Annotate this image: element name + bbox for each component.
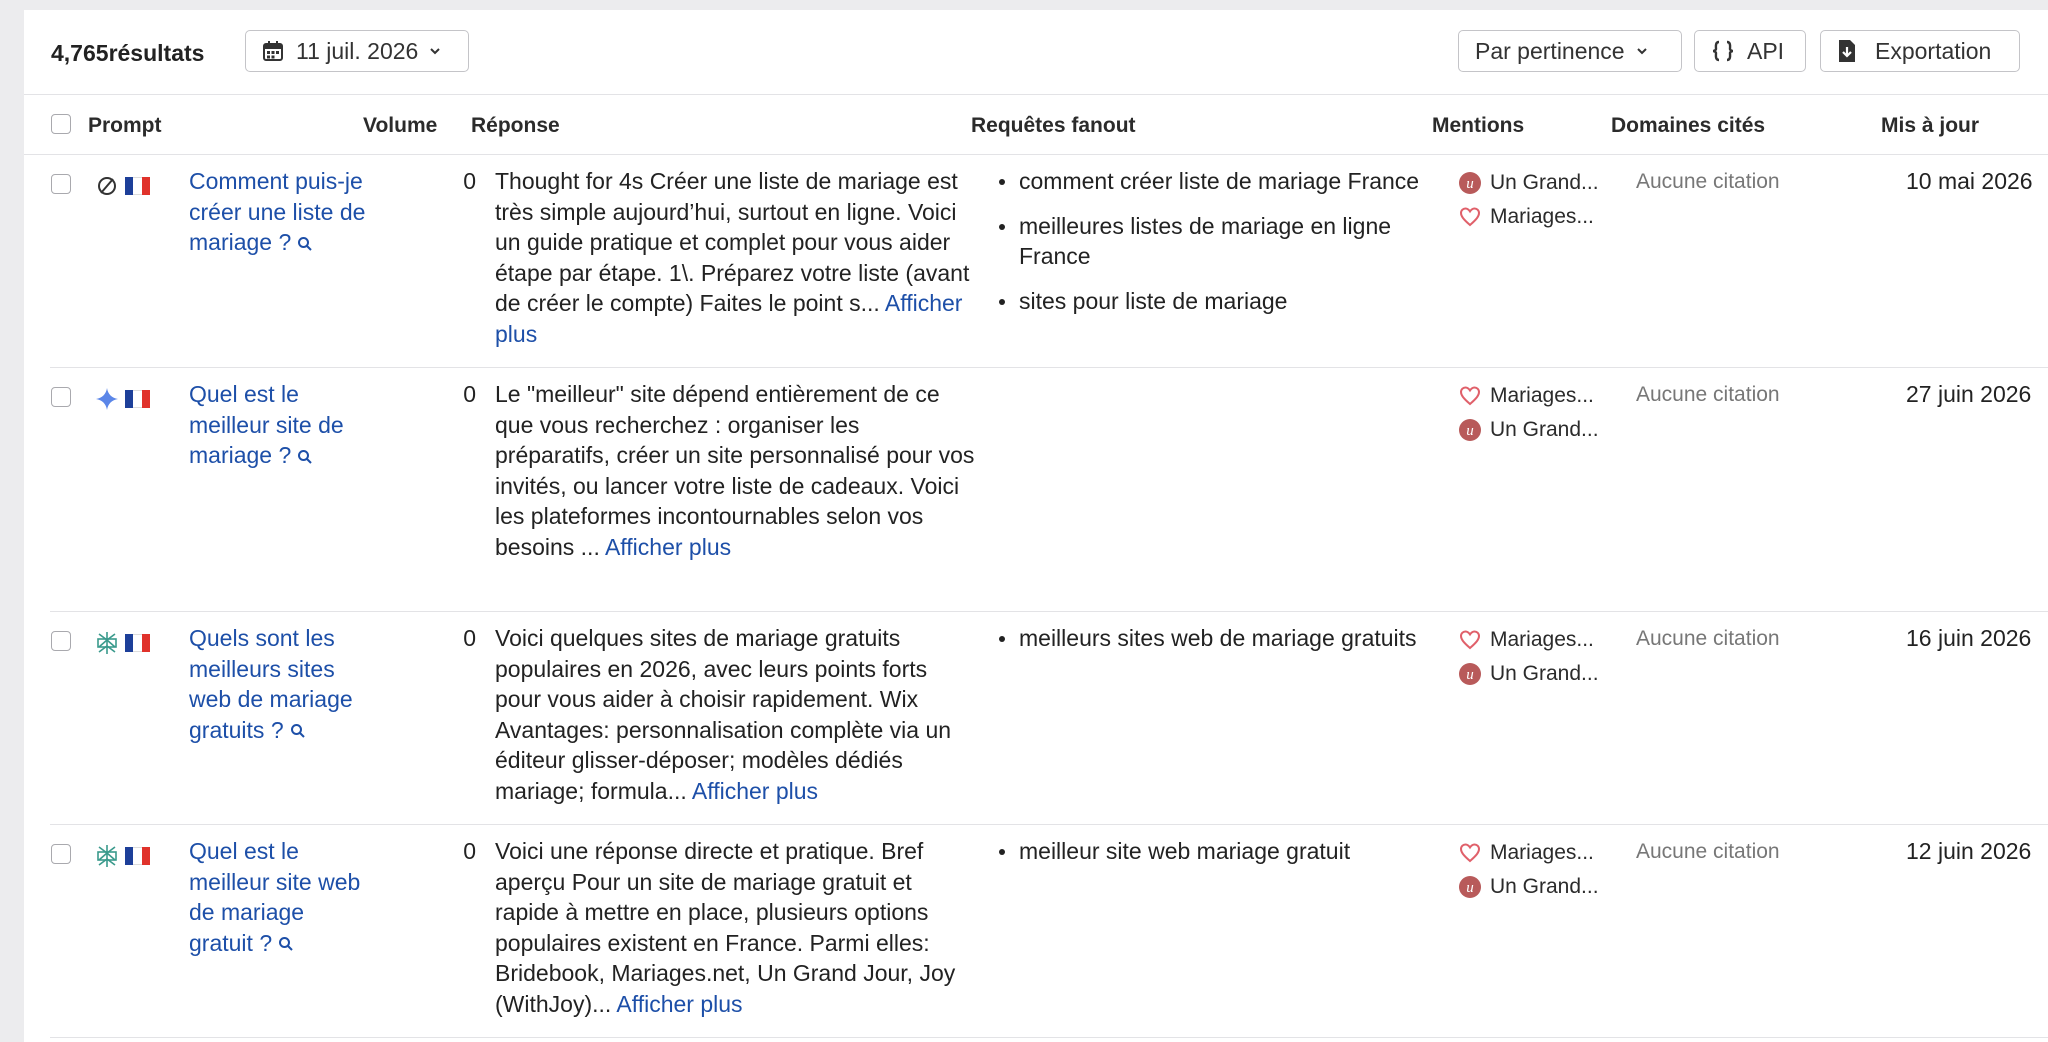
results-toolbar: [24, 10, 2048, 95]
mention-item[interactable]: Mariages...: [1458, 379, 1618, 413]
france-flag: [125, 847, 150, 865]
sort-label: Par pertinence: [1475, 37, 1625, 64]
mention-item[interactable]: u Un Grand...: [1458, 657, 1618, 691]
un-grand-jour-icon: [1458, 171, 1482, 195]
svg-text:u: u: [1466, 880, 1474, 896]
svg-text:u: u: [1466, 176, 1474, 192]
select-all-checkbox[interactable]: [51, 114, 71, 134]
france-flag: [125, 390, 150, 408]
response-text: Le "meilleur" site dépend entièrement de ce que vous recherchez : organiser les préparatifs, créer un site personnalisé pour vos invités, ou lancer votre liste de cadeaux. Voici les plateformes incontournables selon vos besoins ... Afficher plus: [495, 381, 975, 560]
fanout-list: [995, 623, 1425, 668]
table-row: [50, 154, 2048, 368]
france-flag: [125, 177, 150, 195]
fanout-item: meilleures listes de mariage en ligne France: [995, 211, 1425, 272]
date-label: 11 juil. 2026: [296, 37, 419, 64]
col-header-reponse[interactable]: Réponse: [471, 114, 560, 137]
prompt-link[interactable]: Quels sont les meilleurs sites web de mariage gratuits ?: [189, 625, 353, 743]
braces-icon: [1711, 40, 1735, 62]
show-more-link[interactable]: Afficher plus: [604, 533, 732, 560]
chevron-down-icon: [428, 44, 442, 58]
api-button[interactable]: [1694, 30, 1806, 72]
mention-item[interactable]: Mariages...: [1458, 836, 1618, 870]
chevron-down-icon: [1635, 44, 1649, 58]
api-label: API: [1747, 37, 1785, 64]
col-header-domaines[interactable]: Domaines cités: [1611, 114, 1766, 137]
svg-text:u: u: [1466, 423, 1474, 439]
response-text: Voici quelques sites de mariage gratuits populaires en 2026, avec leurs points forts pour vous aider à choisir rapidement. Wix Avantages: personnalisation complète via un éditeur glisser-déposer; modèles dédiés mariage; formula... Afficher plus: [495, 625, 952, 804]
row-checkbox[interactable]: [51, 631, 71, 651]
volume-value: 0: [463, 168, 476, 194]
chatgpt-icon: [95, 174, 119, 198]
volume-value: 0: [463, 625, 476, 651]
export-label: Exportation: [1875, 37, 1992, 64]
prompt-link[interactable]: Quel est le meilleur site web de mariage gratuit ?: [189, 838, 361, 956]
results-panel: [24, 10, 2048, 1042]
perplexity-icon: [95, 844, 119, 868]
fanout-item: meilleur site web mariage gratuit: [995, 836, 1425, 867]
table-row: [50, 611, 2048, 825]
response-text: Thought for 4s Créer une liste de mariage est très simple aujourd’hui, surtout en ligne. Voici un guide pratique et complet pour vous aider étape par étape. 1\. Préparez votre liste (avant de créer le compte) Faites le point s... Afficher plus: [495, 168, 970, 347]
updated-date: 27 juin 2026: [1906, 381, 2032, 407]
date-picker-button[interactable]: [245, 30, 469, 72]
search-icon: [297, 236, 313, 252]
france-flag: [125, 634, 150, 652]
heart-icon: [1458, 384, 1482, 408]
show-more-link[interactable]: Afficher plus: [616, 990, 743, 1017]
col-header-fanout[interactable]: Requêtes fanout: [971, 114, 1136, 137]
table-header: [24, 94, 2048, 155]
fanout-item: sites pour liste de mariage: [995, 286, 1425, 317]
show-more-link[interactable]: Afficher plus: [691, 777, 819, 804]
table-row: [50, 824, 2048, 1038]
prompt-link[interactable]: Quel est le meilleur site de mariage ?: [189, 381, 344, 468]
perplexity-icon: [95, 631, 119, 655]
calendar-icon: [262, 40, 284, 62]
svg-text:u: u: [1466, 667, 1474, 683]
mentions-list: [1458, 379, 1618, 447]
cited-domains: Aucune citation: [1636, 170, 1780, 193]
gemini-icon: [95, 387, 119, 411]
mention-item[interactable]: u Un Grand...: [1458, 166, 1618, 200]
export-button[interactable]: [1820, 30, 2020, 72]
download-file-icon: [1837, 39, 1857, 63]
show-more-link[interactable]: Afficher plus: [495, 290, 963, 347]
fanout-list: [995, 166, 1425, 330]
updated-date: 10 mai 2026: [1906, 168, 2033, 194]
mention-item[interactable]: Mariages...: [1458, 200, 1618, 234]
col-header-maj[interactable]: Mis à jour: [1881, 114, 1980, 137]
cited-domains: Aucune citation: [1636, 627, 1780, 650]
fanout-item: comment créer liste de mariage France: [995, 166, 1425, 197]
mentions-list: [1458, 623, 1618, 691]
mention-item[interactable]: u Un Grand...: [1458, 870, 1618, 904]
updated-date: 16 juin 2026: [1906, 625, 2032, 651]
volume-value: 0: [463, 838, 476, 864]
cited-domains: Aucune citation: [1636, 840, 1780, 863]
row-checkbox[interactable]: [51, 387, 71, 407]
sort-dropdown[interactable]: [1458, 30, 1682, 72]
fanout-list: [995, 836, 1425, 881]
un-grand-jour-icon: [1458, 875, 1482, 899]
results-count: 4,765résultats: [51, 40, 205, 66]
mentions-list: [1458, 836, 1618, 904]
col-header-prompt[interactable]: Prompt: [88, 114, 162, 137]
un-grand-jour-icon: [1458, 662, 1482, 686]
volume-value: 0: [463, 381, 476, 407]
heart-icon: [1458, 841, 1482, 865]
search-icon: [297, 449, 313, 465]
table-row: [50, 367, 2048, 612]
heart-icon: [1458, 205, 1482, 229]
heart-icon: [1458, 628, 1482, 652]
cited-domains: Aucune citation: [1636, 383, 1780, 406]
response-text: Voici une réponse directe et pratique. Bref aperçu Pour un site de mariage gratuit et rapide à mettre en place, plusieurs options populaires existent en France. Parmi elles: Bridebook, Mariages.net, Un Grand Jour, Joy (WithJoy)... Afficher plus: [495, 838, 956, 1017]
prompt-link[interactable]: Comment puis-je créer une liste de mariage ?: [189, 168, 366, 255]
search-icon: [290, 723, 306, 739]
mention-item[interactable]: Mariages...: [1458, 623, 1618, 657]
updated-date: 12 juin 2026: [1906, 838, 2032, 864]
row-checkbox[interactable]: [51, 844, 71, 864]
row-checkbox[interactable]: [51, 174, 71, 194]
col-header-volume[interactable]: Volume: [363, 114, 438, 137]
un-grand-jour-icon: [1458, 418, 1482, 442]
mention-item[interactable]: u Un Grand...: [1458, 413, 1618, 447]
fanout-item: meilleurs sites web de mariage gratuits: [995, 623, 1425, 654]
col-header-mentions[interactable]: Mentions: [1432, 114, 1525, 137]
search-icon: [278, 936, 294, 952]
mentions-list: [1458, 166, 1618, 234]
